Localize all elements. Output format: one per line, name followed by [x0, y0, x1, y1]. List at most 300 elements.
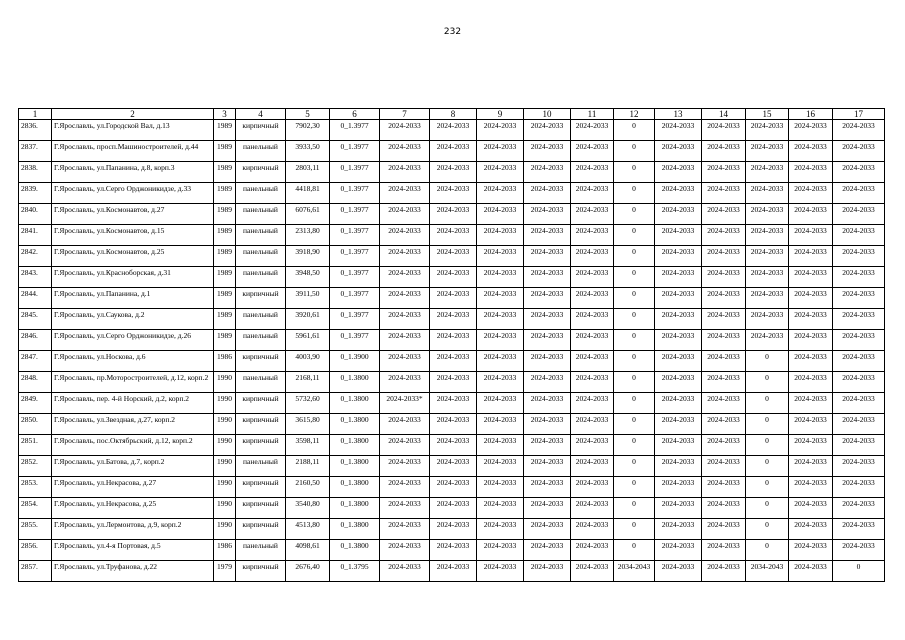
period-cell-col-13: 2024-2033 [655, 309, 702, 330]
period-cell-col-12: 0 [614, 141, 655, 162]
year-cell: 1989 [214, 120, 236, 141]
period-cell-col-8: 2024-2033 [430, 477, 477, 498]
period-cell-col-7: 2024-2033 [380, 183, 430, 204]
address-cell: Г.Ярославль, ул.4-я Портовая, д.5 [52, 540, 214, 561]
year-cell: 1989 [214, 309, 236, 330]
period-cell-col-8: 2024-2033 [430, 120, 477, 141]
period-cell-col-17: 2024-2033 [833, 225, 885, 246]
period-cell-col-15: 2024-2033 [746, 225, 789, 246]
period-cell-col-7: 2024-2033 [380, 498, 430, 519]
period-cell-col-7: 2024-2033 [380, 561, 430, 582]
area-cell: 2313,80 [286, 225, 330, 246]
period-cell-col-11: 2024-2033 [571, 120, 614, 141]
period-cell-col-16: 2024-2033 [789, 540, 833, 561]
period-cell-col-13: 2024-2033 [655, 225, 702, 246]
code-cell: 0_1.3800 [330, 477, 380, 498]
period-cell-col-13: 2024-2033 [655, 204, 702, 225]
code-cell: 0_1.3977 [330, 267, 380, 288]
column-number-header-row [19, 109, 885, 120]
period-cell-col-17: 2024-2033 [833, 267, 885, 288]
period-cell-col-14: 2024-2033 [702, 162, 746, 183]
address-cell: Г.Ярославль, ул.Саукова, д.2 [52, 309, 214, 330]
period-cell-col-9: 2024-2033 [477, 246, 524, 267]
row-number: 2843. [19, 267, 52, 288]
code-cell: 0_1.3800 [330, 372, 380, 393]
row-number: 2838. [19, 162, 52, 183]
period-cell-col-16: 2024-2033 [789, 414, 833, 435]
area-cell: 3540,80 [286, 498, 330, 519]
wall-material-cell: панельный [236, 267, 286, 288]
period-cell-col-10: 2024-2033 [524, 204, 571, 225]
period-cell-col-15: 2024-2033 [746, 141, 789, 162]
period-cell-col-11: 2024-2033 [571, 519, 614, 540]
column-header-6: 6 [330, 109, 380, 120]
period-cell-col-7: 2024-2033 [380, 246, 430, 267]
area-cell: 6076,61 [286, 204, 330, 225]
area-cell: 5961,61 [286, 330, 330, 351]
period-cell-col-7: 2024-2033 [380, 162, 430, 183]
period-cell-col-11: 2024-2033 [571, 204, 614, 225]
period-cell-col-16: 2024-2033 [789, 309, 833, 330]
table-row [19, 225, 885, 246]
period-cell-col-12: 0 [614, 540, 655, 561]
address-cell: Г.Ярославль, ул.Красноборская, д.31 [52, 267, 214, 288]
period-cell-col-11: 2024-2033 [571, 435, 614, 456]
period-cell-col-9: 2024-2033 [477, 120, 524, 141]
period-cell-col-10: 2024-2033 [524, 330, 571, 351]
period-cell-col-11: 2024-2033 [571, 225, 614, 246]
year-cell: 1989 [214, 288, 236, 309]
year-cell: 1986 [214, 540, 236, 561]
period-cell-col-8: 2024-2033 [430, 267, 477, 288]
period-cell-col-11: 2024-2033 [571, 477, 614, 498]
period-cell-col-17: 2024-2033 [833, 435, 885, 456]
period-cell-col-17: 0 [833, 561, 885, 582]
wall-material-cell: кирпичный [236, 498, 286, 519]
period-cell-col-8: 2024-2033 [430, 225, 477, 246]
column-header-9: 9 [477, 109, 524, 120]
period-cell-col-12: 0 [614, 120, 655, 141]
period-cell-col-16: 2024-2033 [789, 162, 833, 183]
period-cell-col-14: 2024-2033 [702, 498, 746, 519]
period-cell-col-13: 2024-2033 [655, 267, 702, 288]
period-cell-col-10: 2024-2033 [524, 540, 571, 561]
period-cell-col-8: 2024-2033 [430, 204, 477, 225]
period-cell-col-16: 2024-2033 [789, 246, 833, 267]
period-cell-col-8: 2024-2033 [430, 393, 477, 414]
wall-material-cell: панельный [236, 141, 286, 162]
period-cell-col-9: 2024-2033 [477, 435, 524, 456]
column-header-2: 2 [52, 109, 214, 120]
address-cell: Г.Ярославль, ул.Космонавтов, д.25 [52, 246, 214, 267]
code-cell: 0_1.3800 [330, 519, 380, 540]
period-cell-col-13: 2024-2033 [655, 330, 702, 351]
year-cell: 1989 [214, 183, 236, 204]
period-cell-col-7: 2024-2033 [380, 204, 430, 225]
period-cell-col-16: 2024-2033 [789, 330, 833, 351]
table-row [19, 414, 885, 435]
period-cell-col-14: 2024-2033 [702, 141, 746, 162]
period-cell-col-11: 2024-2033 [571, 309, 614, 330]
table-row [19, 120, 885, 141]
column-header-5: 5 [286, 109, 330, 120]
row-number: 2853. [19, 477, 52, 498]
period-cell-col-11: 2024-2033 [571, 561, 614, 582]
period-cell-col-7: 2024-2033 [380, 225, 430, 246]
period-cell-col-17: 2024-2033 [833, 288, 885, 309]
period-cell-col-14: 2024-2033 [702, 288, 746, 309]
period-cell-col-11: 2024-2033 [571, 162, 614, 183]
period-cell-col-15: 0 [746, 393, 789, 414]
period-cell-col-17: 2024-2033 [833, 330, 885, 351]
table-row [19, 456, 885, 477]
period-cell-col-14: 2024-2033 [702, 267, 746, 288]
period-cell-col-12: 2034-2043 [614, 561, 655, 582]
address-cell: Г.Ярославль, ул.Городской Вал, д.13 [52, 120, 214, 141]
code-cell: 0_1.3800 [330, 456, 380, 477]
address-cell: Г.Ярославль, ул.Носкова, д.6 [52, 351, 214, 372]
row-number: 2844. [19, 288, 52, 309]
column-header-8: 8 [430, 109, 477, 120]
period-cell-col-9: 2024-2033 [477, 204, 524, 225]
column-header-12: 12 [614, 109, 655, 120]
column-header-1: 1 [19, 109, 52, 120]
wall-material-cell: панельный [236, 204, 286, 225]
period-cell-col-11: 2024-2033 [571, 414, 614, 435]
period-cell-col-13: 2024-2033 [655, 372, 702, 393]
table-body [19, 120, 885, 582]
period-cell-col-15: 2024-2033 [746, 204, 789, 225]
code-cell: 0_1.3800 [330, 393, 380, 414]
period-cell-col-12: 0 [614, 267, 655, 288]
period-cell-col-11: 2024-2033 [571, 351, 614, 372]
row-number: 2852. [19, 456, 52, 477]
code-cell: 0_1.3977 [330, 120, 380, 141]
row-number: 2848. [19, 372, 52, 393]
period-cell-col-9: 2024-2033 [477, 309, 524, 330]
column-header-17: 17 [833, 109, 885, 120]
period-cell-col-8: 2024-2033 [430, 309, 477, 330]
year-cell: 1989 [214, 330, 236, 351]
period-cell-col-16: 2024-2033 [789, 498, 833, 519]
wall-material-cell: кирпичный [236, 477, 286, 498]
address-cell: Г.Ярославль, ул.Серго Орджоникидзе, д.26 [52, 330, 214, 351]
area-cell: 4098,61 [286, 540, 330, 561]
wall-material-cell: кирпичный [236, 393, 286, 414]
area-cell: 2160,50 [286, 477, 330, 498]
column-header-13: 13 [655, 109, 702, 120]
period-cell-col-12: 0 [614, 393, 655, 414]
period-cell-col-13: 2024-2033 [655, 351, 702, 372]
wall-material-cell: панельный [236, 540, 286, 561]
period-cell-col-12: 0 [614, 414, 655, 435]
area-cell: 7902,30 [286, 120, 330, 141]
code-cell: 0_1.3977 [330, 183, 380, 204]
period-cell-col-10: 2024-2033 [524, 120, 571, 141]
code-cell: 0_1.3977 [330, 162, 380, 183]
period-cell-col-8: 2024-2033 [430, 435, 477, 456]
period-cell-col-8: 2024-2033 [430, 351, 477, 372]
period-cell-col-14: 2024-2033 [702, 120, 746, 141]
period-cell-col-12: 0 [614, 351, 655, 372]
period-cell-col-10: 2024-2033 [524, 288, 571, 309]
period-cell-col-13: 2024-2033 [655, 435, 702, 456]
period-cell-col-8: 2024-2033 [430, 141, 477, 162]
period-cell-col-7: 2024-2033 [380, 288, 430, 309]
period-cell-col-7: 2024-2033 [380, 477, 430, 498]
column-header-11: 11 [571, 109, 614, 120]
code-cell: 0_1.3800 [330, 435, 380, 456]
period-cell-col-11: 2024-2033 [571, 540, 614, 561]
code-cell: 0_1.3795 [330, 561, 380, 582]
period-cell-col-16: 2024-2033 [789, 267, 833, 288]
period-cell-col-8: 2024-2033 [430, 540, 477, 561]
period-cell-col-12: 0 [614, 519, 655, 540]
period-cell-col-16: 2024-2033 [789, 120, 833, 141]
table-row [19, 519, 885, 540]
period-cell-col-15: 0 [746, 414, 789, 435]
row-number: 2840. [19, 204, 52, 225]
period-cell-col-14: 2024-2033 [702, 456, 746, 477]
period-cell-col-8: 2024-2033 [430, 498, 477, 519]
year-cell: 1990 [214, 435, 236, 456]
area-cell: 2168,11 [286, 372, 330, 393]
period-cell-col-7: 2024-2033 [380, 456, 430, 477]
period-cell-col-10: 2024-2033 [524, 519, 571, 540]
table-row [19, 435, 885, 456]
period-cell-col-13: 2024-2033 [655, 246, 702, 267]
period-cell-col-9: 2024-2033 [477, 561, 524, 582]
row-number: 2856. [19, 540, 52, 561]
table-row [19, 561, 885, 582]
period-cell-col-9: 2024-2033 [477, 498, 524, 519]
period-cell-col-14: 2024-2033 [702, 183, 746, 204]
period-cell-col-16: 2024-2033 [789, 393, 833, 414]
page-number: 232 [443, 27, 462, 37]
period-cell-col-12: 0 [614, 204, 655, 225]
row-number: 2857. [19, 561, 52, 582]
row-number: 2842. [19, 246, 52, 267]
row-number: 2839. [19, 183, 52, 204]
code-cell: 0_1.3977 [330, 141, 380, 162]
year-cell: 1990 [214, 372, 236, 393]
period-cell-col-12: 0 [614, 456, 655, 477]
period-cell-col-14: 2024-2033 [702, 477, 746, 498]
table-row [19, 288, 885, 309]
period-cell-col-17: 2024-2033 [833, 183, 885, 204]
period-cell-col-10: 2024-2033 [524, 183, 571, 204]
wall-material-cell: кирпичный [236, 414, 286, 435]
address-cell: Г.Ярославль, ул.Папанина, д.1 [52, 288, 214, 309]
table-row [19, 351, 885, 372]
year-cell: 1989 [214, 162, 236, 183]
address-cell: Г.Ярославль, ул.Батова, д.7, корп.2 [52, 456, 214, 477]
period-cell-col-9: 2024-2033 [477, 372, 524, 393]
wall-material-cell: панельный [236, 456, 286, 477]
period-cell-col-13: 2024-2033 [655, 162, 702, 183]
year-cell: 1979 [214, 561, 236, 582]
row-number: 2855. [19, 519, 52, 540]
table-row [19, 204, 885, 225]
column-header-15: 15 [746, 109, 789, 120]
period-cell-col-10: 2024-2033 [524, 309, 571, 330]
period-cell-col-11: 2024-2033 [571, 183, 614, 204]
period-cell-col-10: 2024-2033 [524, 477, 571, 498]
period-cell-col-8: 2024-2033 [430, 561, 477, 582]
wall-material-cell: панельный [236, 330, 286, 351]
period-cell-col-9: 2024-2033 [477, 456, 524, 477]
period-cell-col-7: 2024-2033 [380, 120, 430, 141]
period-cell-col-13: 2024-2033 [655, 141, 702, 162]
period-cell-col-17: 2024-2033 [833, 540, 885, 561]
period-cell-col-15: 0 [746, 519, 789, 540]
area-cell: 3920,61 [286, 309, 330, 330]
period-cell-col-17: 2024-2033 [833, 141, 885, 162]
year-cell: 1990 [214, 456, 236, 477]
period-cell-col-14: 2024-2033 [702, 435, 746, 456]
period-cell-col-10: 2024-2033 [524, 435, 571, 456]
table-row [19, 540, 885, 561]
period-cell-col-15: 0 [746, 477, 789, 498]
period-cell-col-10: 2024-2033 [524, 225, 571, 246]
column-header-7: 7 [380, 109, 430, 120]
wall-material-cell: панельный [236, 309, 286, 330]
table-row [19, 309, 885, 330]
address-cell: Г.Ярославль, просп.Машиностроителей, д.44 [52, 141, 214, 162]
period-cell-col-10: 2024-2033 [524, 141, 571, 162]
year-cell: 1989 [214, 267, 236, 288]
period-cell-col-10: 2024-2033 [524, 498, 571, 519]
area-cell: 2188,11 [286, 456, 330, 477]
period-cell-col-13: 2024-2033 [655, 519, 702, 540]
year-cell: 1989 [214, 141, 236, 162]
table-row [19, 477, 885, 498]
year-cell: 1990 [214, 498, 236, 519]
period-cell-col-11: 2024-2033 [571, 498, 614, 519]
period-cell-col-13: 2024-2033 [655, 288, 702, 309]
period-cell-col-11: 2024-2033 [571, 246, 614, 267]
wall-material-cell: кирпичный [236, 519, 286, 540]
row-number: 2845. [19, 309, 52, 330]
wall-material-cell: кирпичный [236, 120, 286, 141]
period-cell-col-16: 2024-2033 [789, 288, 833, 309]
area-cell: 4513,80 [286, 519, 330, 540]
period-cell-col-15: 0 [746, 351, 789, 372]
period-cell-col-15: 2024-2033 [746, 183, 789, 204]
code-cell: 0_1.3977 [330, 288, 380, 309]
row-number: 2851. [19, 435, 52, 456]
address-cell: Г.Ярославль, ул.Космонавтов, д.15 [52, 225, 214, 246]
period-cell-col-14: 2024-2033 [702, 351, 746, 372]
code-cell: 0_1.3977 [330, 330, 380, 351]
period-cell-col-15: 2024-2033 [746, 120, 789, 141]
period-cell-col-17: 2024-2033 [833, 456, 885, 477]
period-cell-col-17: 2024-2033 [833, 246, 885, 267]
period-cell-col-10: 2024-2033 [524, 351, 571, 372]
period-cell-col-9: 2024-2033 [477, 477, 524, 498]
period-cell-col-15: 2024-2033 [746, 309, 789, 330]
period-cell-col-16: 2024-2033 [789, 225, 833, 246]
code-cell: 0_1.3977 [330, 246, 380, 267]
period-cell-col-12: 0 [614, 435, 655, 456]
period-cell-col-17: 2024-2033 [833, 393, 885, 414]
period-cell-col-17: 2024-2033 [833, 204, 885, 225]
period-cell-col-16: 2024-2033 [789, 141, 833, 162]
period-cell-col-9: 2024-2033 [477, 351, 524, 372]
period-cell-col-9: 2024-2033 [477, 393, 524, 414]
period-cell-col-15: 2034-2043 [746, 561, 789, 582]
code-cell: 0_1.3977 [330, 225, 380, 246]
code-cell: 0_1.3977 [330, 204, 380, 225]
wall-material-cell: панельный [236, 183, 286, 204]
year-cell: 1990 [214, 393, 236, 414]
period-cell-col-12: 0 [614, 330, 655, 351]
area-cell: 3615,80 [286, 414, 330, 435]
table-row [19, 162, 885, 183]
period-cell-col-15: 0 [746, 540, 789, 561]
address-cell: Г.Ярославль, ул.Лермонтова, д.9, корп.2 [52, 519, 214, 540]
period-cell-col-11: 2024-2033 [571, 288, 614, 309]
period-cell-col-17: 2024-2033 [833, 477, 885, 498]
period-cell-col-14: 2024-2033 [702, 414, 746, 435]
year-cell: 1986 [214, 351, 236, 372]
period-cell-col-12: 0 [614, 477, 655, 498]
address-cell: Г.Ярославль, ул.Папанина, д.8, корп.3 [52, 162, 214, 183]
area-cell: 3948,50 [286, 267, 330, 288]
period-cell-col-10: 2024-2033 [524, 456, 571, 477]
period-cell-col-16: 2024-2033 [789, 561, 833, 582]
row-number: 2847. [19, 351, 52, 372]
period-cell-col-9: 2024-2033 [477, 267, 524, 288]
period-cell-col-10: 2024-2033 [524, 561, 571, 582]
period-cell-col-8: 2024-2033 [430, 330, 477, 351]
column-header-16: 16 [789, 109, 833, 120]
period-cell-col-9: 2024-2033 [477, 519, 524, 540]
period-cell-col-15: 2024-2033 [746, 162, 789, 183]
column-header-4: 4 [236, 109, 286, 120]
address-cell: Г.Ярославль, ул.Некрасова, д.27 [52, 477, 214, 498]
period-cell-col-16: 2024-2033 [789, 204, 833, 225]
period-cell-col-9: 2024-2033 [477, 414, 524, 435]
address-cell: Г.Ярославль, пр.Моторостроителей, д.12, корп.2 [52, 372, 214, 393]
wall-material-cell: панельный [236, 246, 286, 267]
period-cell-col-14: 2024-2033 [702, 540, 746, 561]
period-cell-col-13: 2024-2033 [655, 393, 702, 414]
period-cell-col-17: 2024-2033 [833, 372, 885, 393]
table-row [19, 393, 885, 414]
period-cell-col-7: 2024-2033 [380, 519, 430, 540]
period-cell-col-14: 2024-2033 [702, 393, 746, 414]
period-cell-col-17: 2024-2033 [833, 309, 885, 330]
period-cell-col-14: 2024-2033 [702, 519, 746, 540]
period-cell-col-15: 0 [746, 498, 789, 519]
period-cell-col-11: 2024-2033 [571, 330, 614, 351]
period-cell-col-7: 2024-2033 [380, 414, 430, 435]
code-cell: 0_1.3800 [330, 498, 380, 519]
period-cell-col-8: 2024-2033 [430, 246, 477, 267]
code-cell: 0_1.3800 [330, 414, 380, 435]
period-cell-col-14: 2024-2033 [702, 330, 746, 351]
area-cell: 2803,11 [286, 162, 330, 183]
table-row [19, 183, 885, 204]
period-cell-col-7: 2024-2033 [380, 540, 430, 561]
period-cell-col-15: 0 [746, 435, 789, 456]
period-cell-col-10: 2024-2033 [524, 372, 571, 393]
code-cell: 0_1.3900 [330, 351, 380, 372]
wall-material-cell: кирпичный [236, 162, 286, 183]
period-cell-col-10: 2024-2033 [524, 246, 571, 267]
address-cell: Г.Ярославль, пос.Октябрьский, д.12, корп.2 [52, 435, 214, 456]
